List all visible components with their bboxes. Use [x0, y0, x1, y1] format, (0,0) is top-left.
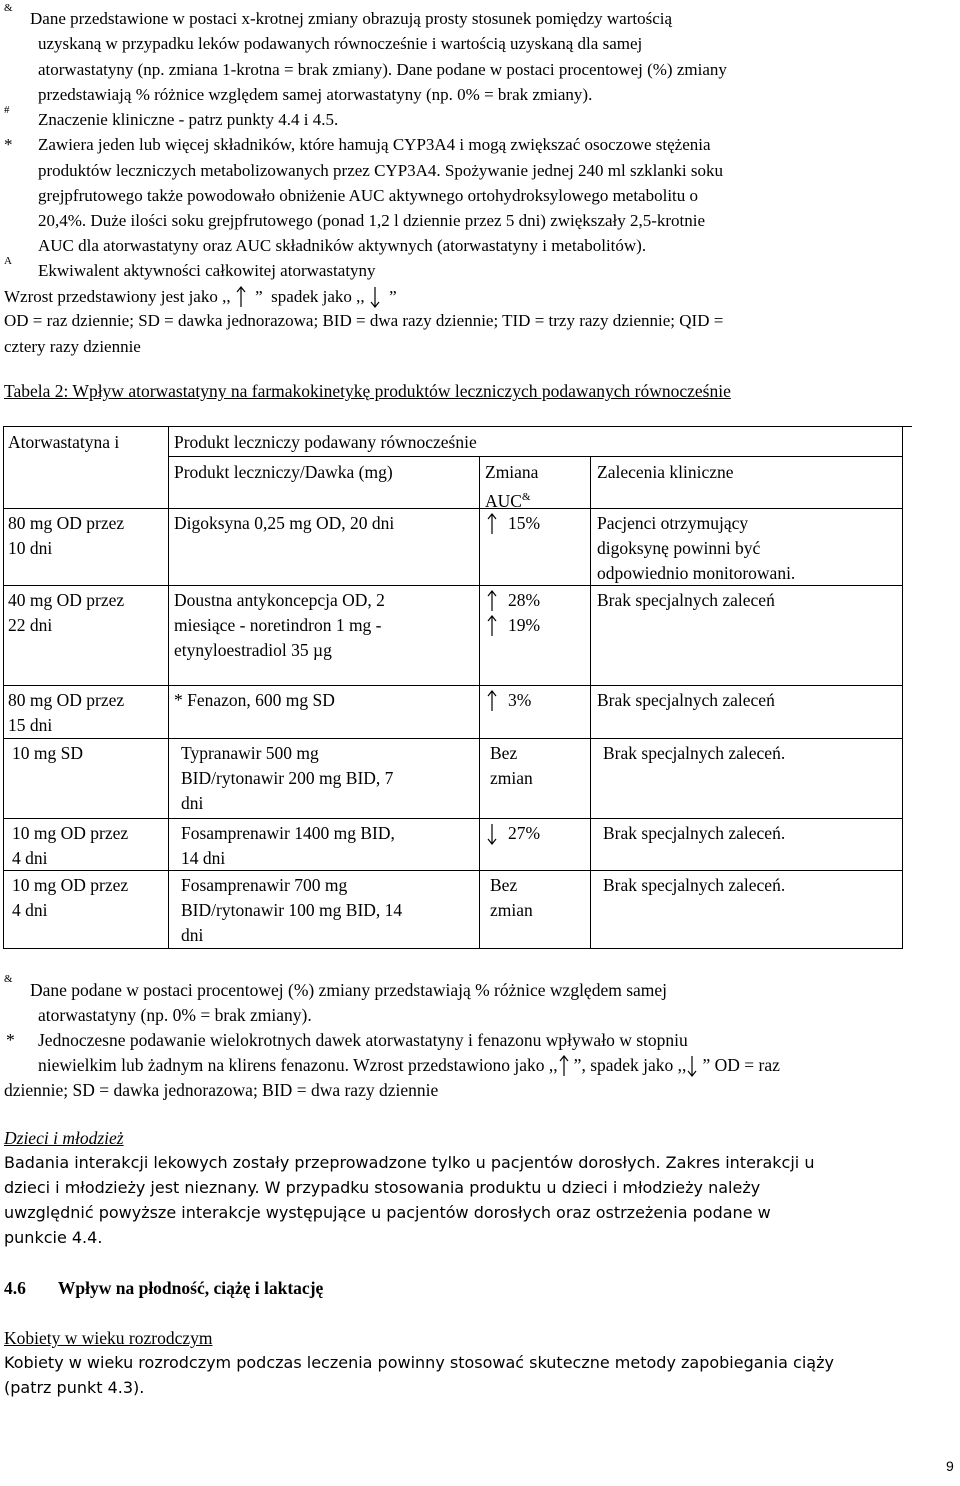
dose-cell: 80 mg OD przez [8, 690, 125, 710]
note-line: dziennie; SD = dawka jednorazowa; BID = dwa razy dziennie [4, 1080, 439, 1100]
change-cell: zmian [490, 768, 533, 788]
change-cell: 3% [486, 688, 531, 713]
note-line: Jednoczesne podawanie wielokrotnych dawek atorwastatyny i fenazonu wpływało w stopniu [38, 1030, 688, 1050]
dose-cell: 80 mg OD przez [8, 513, 125, 533]
note-line: przedstawiają % różnice względem samej atorwastatyny (np. 0% = brak zmiany). [38, 85, 593, 104]
product-cell: dni [181, 925, 204, 945]
dose-cell: 40 mg OD przez [8, 590, 125, 610]
hash-mark: # [4, 104, 10, 116]
arrow-up-icon [486, 615, 498, 637]
table-border [3, 738, 903, 739]
header-coadministered: Produkt leczniczy podawany równocześnie [174, 432, 477, 452]
note-line: Znaczenie kliniczne - patrz punkty 4.4 i 4.5. [38, 110, 339, 129]
product-cell: 14 dni [181, 848, 226, 868]
table-border [902, 426, 903, 949]
product-cell: Fosamprenawir 700 mg [181, 875, 348, 895]
header-atorvastatin: Atorwastatyna i [8, 432, 120, 452]
children-text: Badania interakcji lekowych zostały przeprowadzone tylko u pacjentów dorosłych. Zakres interakcji u [4, 1153, 815, 1172]
women-text: (patrz punkt 4.3). [4, 1378, 145, 1397]
product-cell: miesiące - noretindron 1 mg - [174, 615, 382, 635]
section-heading [4, 1278, 323, 1298]
section-number: 4.6 [4, 1278, 26, 1298]
header-change: Zmiana [485, 462, 539, 482]
dose-cell: 10 dni [8, 538, 53, 558]
table-border [3, 426, 4, 949]
children-heading: Dzieci i młodzież [4, 1128, 124, 1148]
arrow-down-icon [686, 1055, 698, 1077]
recommendation-cell: odpowiednio monitorowani. [597, 563, 796, 583]
star-mark: * [4, 135, 13, 154]
arrow-up-icon [486, 590, 498, 612]
table-border [3, 818, 903, 819]
dose-cell: 15 dni [8, 715, 53, 735]
dose-cell: 10 mg OD przez [12, 875, 129, 895]
table-border [3, 508, 903, 509]
change-cell: 19% [486, 613, 540, 638]
decrease-prefix: spadek jako ,, [271, 287, 365, 306]
caret-mark: A [4, 255, 12, 267]
note-line: grejpfrutowego także powodowało obniżenie AUC aktywnego ortohydroksylowego metabolitu o [38, 186, 699, 205]
dose-cell: 10 mg OD przez [12, 823, 129, 843]
change-cell: 27% [486, 821, 540, 846]
section-title: Wpływ na płodność, ciążę i laktację [57, 1278, 324, 1298]
note-line: AUC dla atorwastatyny oraz AUC składników aktywnych (atorwastatyny i metabolitów). [38, 236, 647, 255]
amp-mark: & [4, 2, 13, 14]
amp-mark: & [4, 973, 13, 985]
product-cell: BID/rytonawir 200 mg BID, 7 [181, 768, 394, 788]
children-text: dzieci i młodzieży jest nieznany. W przypadku stosowania produktu u dzieci i młodzieży należy [4, 1178, 761, 1197]
note-line: 20,4%. Duże ilości soku grejpfrutowego (ponad 1,2 l dziennie przez 5 dni) zwiększały 2,5-krotnie [38, 211, 706, 230]
table-border [168, 426, 169, 949]
header-product-dose: Produkt leczniczy/Dawka (mg) [174, 462, 393, 482]
star-mark: * [6, 1030, 15, 1050]
children-text: uwzględnić powyższe interakcje występujące u pacjentów dorosłych oraz ostrzeżenia podane w [4, 1203, 771, 1222]
arrow-legend: Wzrost przedstawiony jest jako ,, ” spadek jako ,, ” [4, 287, 397, 306]
recommendation-cell: Brak specjalnych zaleceń. [603, 875, 786, 895]
table-border [168, 456, 903, 457]
arrow-up-icon [558, 1055, 570, 1077]
change-cell: 28% [486, 588, 540, 613]
note-line: atorwastatyny (np. zmiana 1-krotna = brak zmiany). Dane podane w postaci procentowej (%) zmiany [38, 60, 727, 79]
recommendation-cell: Brak specjalnych zaleceń [597, 590, 775, 610]
product-cell: Doustna antykoncepcja OD, 2 [174, 590, 385, 610]
product-cell: Digoksyna 0,25 mg OD, 20 dni [174, 513, 395, 533]
product-cell: Typranawir 500 mg [181, 743, 319, 763]
recommendation-cell: Brak specjalnych zaleceń. [603, 743, 786, 763]
note-line: uzyskaną w przypadku leków podawanych równocześnie i wartością uzyskaną dla samej [38, 34, 643, 53]
table-border [479, 456, 480, 949]
note-line: Dane przedstawione w postaci x-krotnej zmiany obrazują prosty stosunek pomiędzy wartością [30, 9, 673, 28]
table-border [3, 948, 903, 949]
recommendation-cell: digoksynę powinni być [597, 538, 761, 558]
table-border [3, 685, 903, 686]
arrow-up-icon [486, 690, 498, 712]
dose-cell: 22 dni [8, 615, 53, 635]
recommendation-cell: Brak specjalnych zaleceń [597, 690, 775, 710]
note-line: Zawiera jeden lub więcej składników, które hamują CYP3A4 i mogą zwiększać osoczowe stężenia [38, 135, 711, 154]
change-cell: 15% [486, 511, 540, 536]
note-line: niewielkim lub żadnym na klirens fenazonu. Wzrost przedstawiono jako ,, ”, spadek jako ,, ” OD = raz [38, 1055, 780, 1075]
recommendation-cell: Pacjenci otrzymujący [597, 513, 749, 533]
dose-cell: 4 dni [12, 848, 48, 868]
note-line: Dane podane w postaci procentowej (%) zmiany przedstawiają % różnice względem samej [30, 980, 668, 1000]
increase-prefix: Wzrost przedstawiony jest jako ,, [4, 287, 231, 306]
arrow-up-icon [235, 286, 247, 308]
recommendation-cell: Brak specjalnych zaleceń. [603, 823, 786, 843]
product-cell: etynyloestradiol 35 µg [174, 640, 332, 660]
change-cell: Bez [490, 875, 518, 895]
dose-cell: 10 mg SD [12, 743, 83, 763]
header-recommendations: Zalecenia kliniczne [597, 462, 734, 482]
arrow-down-icon [486, 823, 498, 845]
arrow-up-icon [486, 513, 498, 535]
abbrev-line: cztery razy dziennie [4, 337, 141, 356]
children-text: punkcie 4.4. [4, 1228, 103, 1247]
table-border [590, 456, 591, 949]
note-line: produktów leczniczych metabolizowanych przez CYP3A4. Spożywanie jednej 240 ml szklanki soku [38, 161, 724, 180]
note-line: Ekwiwalent aktywności całkowitej atorwastatyny [38, 261, 376, 280]
dose-cell: 4 dni [12, 900, 48, 920]
table-border [3, 426, 912, 427]
change-cell: zmian [490, 900, 533, 920]
product-cell: Fosamprenawir 1400 mg BID, [181, 823, 395, 843]
product-cell: BID/rytonawir 100 mg BID, 14 [181, 900, 403, 920]
women-heading: Kobiety w wieku rozrodczym [4, 1328, 213, 1348]
note-line: atorwastatyny (np. 0% = brak zmiany). [38, 1005, 312, 1025]
page-number: 9 [946, 1458, 954, 1474]
table-caption: Tabela 2: Wpływ atorwastatyny na farmakokinetykę produktów leczniczych podawanych równocześnie [4, 381, 731, 401]
change-cell: Bez [490, 743, 518, 763]
women-text: Kobiety w wieku rozrodczym podczas leczenia powinny stosować skuteczne metody zapobiegania ciąży [4, 1353, 834, 1372]
header-auc: AUC& [485, 490, 531, 511]
abbrev-line: OD = raz dziennie; SD = dawka jednorazowa; BID = dwa razy dziennie; TID = trzy razy dziennie; QID = [4, 311, 724, 330]
arrow-down-icon [369, 286, 381, 308]
product-cell: * Fenazon, 600 mg SD [174, 690, 335, 710]
product-cell: dni [181, 793, 204, 813]
